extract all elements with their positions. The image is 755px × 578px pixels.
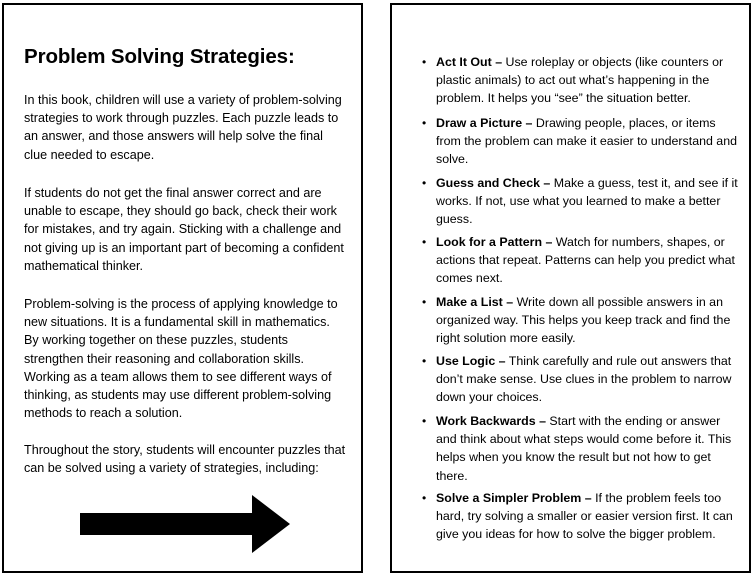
bullet-icon: •: [422, 55, 427, 69]
strategy-name: Act It Out –: [436, 55, 503, 69]
page-title: Problem Solving Strategies:: [24, 45, 295, 68]
list-item: [422, 352, 738, 407]
bullet-icon: •: [422, 116, 427, 130]
list-item: [422, 233, 738, 288]
bullet-icon: •: [422, 235, 427, 249]
list-item: [422, 489, 738, 544]
list-item: [422, 174, 738, 229]
bullet-icon: •: [422, 491, 427, 505]
bullet-icon: •: [422, 354, 427, 368]
strategy-description: If the problem feels too hard, try solving a smaller or easier version first. It can give you ideas for how to solve the bigger problem.: [436, 491, 733, 542]
problem-solving-paragraph: Problem-solving is the process of applying knowledge to new situations. It is a fundamental skill in mathematics. By working together on these puzzles, students strengthen their reasoning and collaboration skills. Working as a team allows them to see different ways of thinking, as students may use different problem-solving methods to reach a solution.: [24, 297, 338, 421]
right-page: [390, 3, 751, 573]
strategy-name: Use Logic –: [436, 354, 506, 368]
strategy-description: Make a guess, test it, and see if it works. If not, use what you learned to make a better guess.: [436, 176, 738, 227]
strategy-description: Write down all possible answers in an organized way. This helps you keep track and find the right solution more easily.: [436, 295, 731, 346]
list-item: [422, 53, 738, 108]
strategy-name: Draw a Picture –: [436, 116, 533, 130]
strategy-name: Solve a Simpler Problem –: [436, 491, 592, 505]
strategy-name: Guess and Check –: [436, 176, 551, 190]
strategy-description: Start with the ending or answer and think about what steps would come before it. This helps when you know the result but not how to get there.: [436, 414, 732, 483]
strategies-intro-paragraph: Throughout the story, students will encounter puzzles that can be solved using a variety of strategies, including:: [24, 443, 346, 476]
strategy-description: Use roleplay or objects (like counters or plastic animals) to act out what’s happening in the problem. It helps you “see” the situation better.: [436, 55, 724, 106]
strategy-description: Drawing people, places, or items from the problem can make it easier to understand and solve.: [436, 116, 737, 167]
strategy-description: Watch for numbers, shapes, or actions that repeat. Patterns can help you predict what comes next.: [436, 235, 735, 286]
strategy-name: Work Backwards –: [436, 414, 546, 428]
bullet-icon: •: [422, 176, 427, 190]
bullet-icon: •: [422, 295, 427, 309]
list-item: [422, 114, 738, 169]
right-arrow-icon: [80, 495, 292, 553]
strategy-name: Make a List –: [436, 295, 514, 309]
bullet-icon: •: [422, 414, 427, 428]
list-item: [422, 293, 738, 348]
list-item: [422, 412, 738, 485]
strategy-description: Think carefully and rule out answers that don’t make sense. Use clues in the problem to narrow down your choices.: [436, 354, 732, 405]
strategy-name: Look for a Pattern –: [436, 235, 553, 249]
left-page: [2, 3, 363, 573]
retry-paragraph: If students do not get the final answer correct and are unable to escape, they should go back, check their work for mistakes, and try again. Sticking with a challenge and not giving up is an important part of becoming a confident mathematical thinker.: [24, 186, 344, 273]
intro-paragraph: In this book, children will use a variety of problem-solving strategies to work through puzzles. Each puzzle leads to an answer, and those answers will help solve the final clue needed to escape.: [24, 93, 342, 162]
